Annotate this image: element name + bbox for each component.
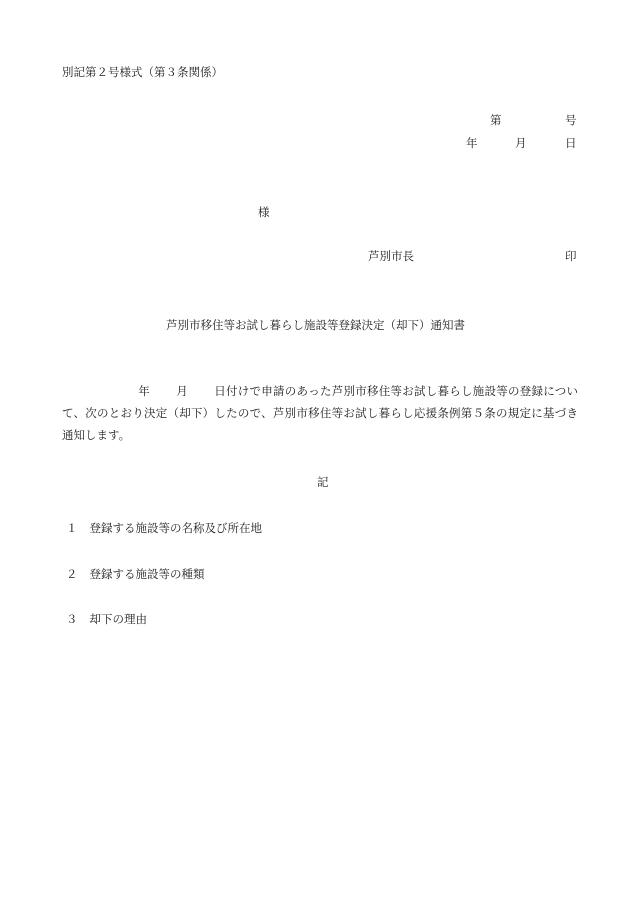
addressee-suffix: 様 — [258, 205, 270, 219]
list-item — [66, 520, 262, 536]
ki-heading: 記 — [317, 475, 329, 489]
item-label: 登録する施設等の種類 — [89, 567, 205, 581]
issuer-title: 芦別市長 — [368, 249, 414, 263]
number-suffix: 号 — [565, 113, 577, 127]
body-paragraph — [62, 380, 578, 446]
item-label: 登録する施設等の名称及び所在地 — [89, 521, 262, 535]
number-prefix: 第 — [490, 113, 502, 127]
form-label: 別記第２号様式（第３条関係） — [62, 65, 223, 79]
date-year: 年 — [466, 136, 478, 150]
issuer-seal: 印 — [565, 249, 577, 263]
item-number: １ — [66, 521, 78, 535]
date-month: 月 — [515, 136, 527, 150]
item-number: ３ — [66, 612, 78, 626]
item-label: 却下の理由 — [89, 612, 147, 626]
document-title: 芦別市移住等お試し暮らし施設等登録決定（却下）通知書 — [166, 318, 465, 332]
item-number: ２ — [66, 567, 78, 581]
date-day: 日 — [565, 136, 577, 150]
body-year: 年 — [138, 384, 151, 398]
list-item — [66, 566, 205, 582]
body-text: 日付けで申請のあった芦別市移住等お試し暮らし施設等の登録について、次のとおり決定（却下）したので、芦別市移住等お試し暮らし応援条例第５条の規定に基づき通知します。 — [62, 384, 579, 442]
body-month: 月 — [176, 384, 189, 398]
list-item — [66, 611, 147, 627]
